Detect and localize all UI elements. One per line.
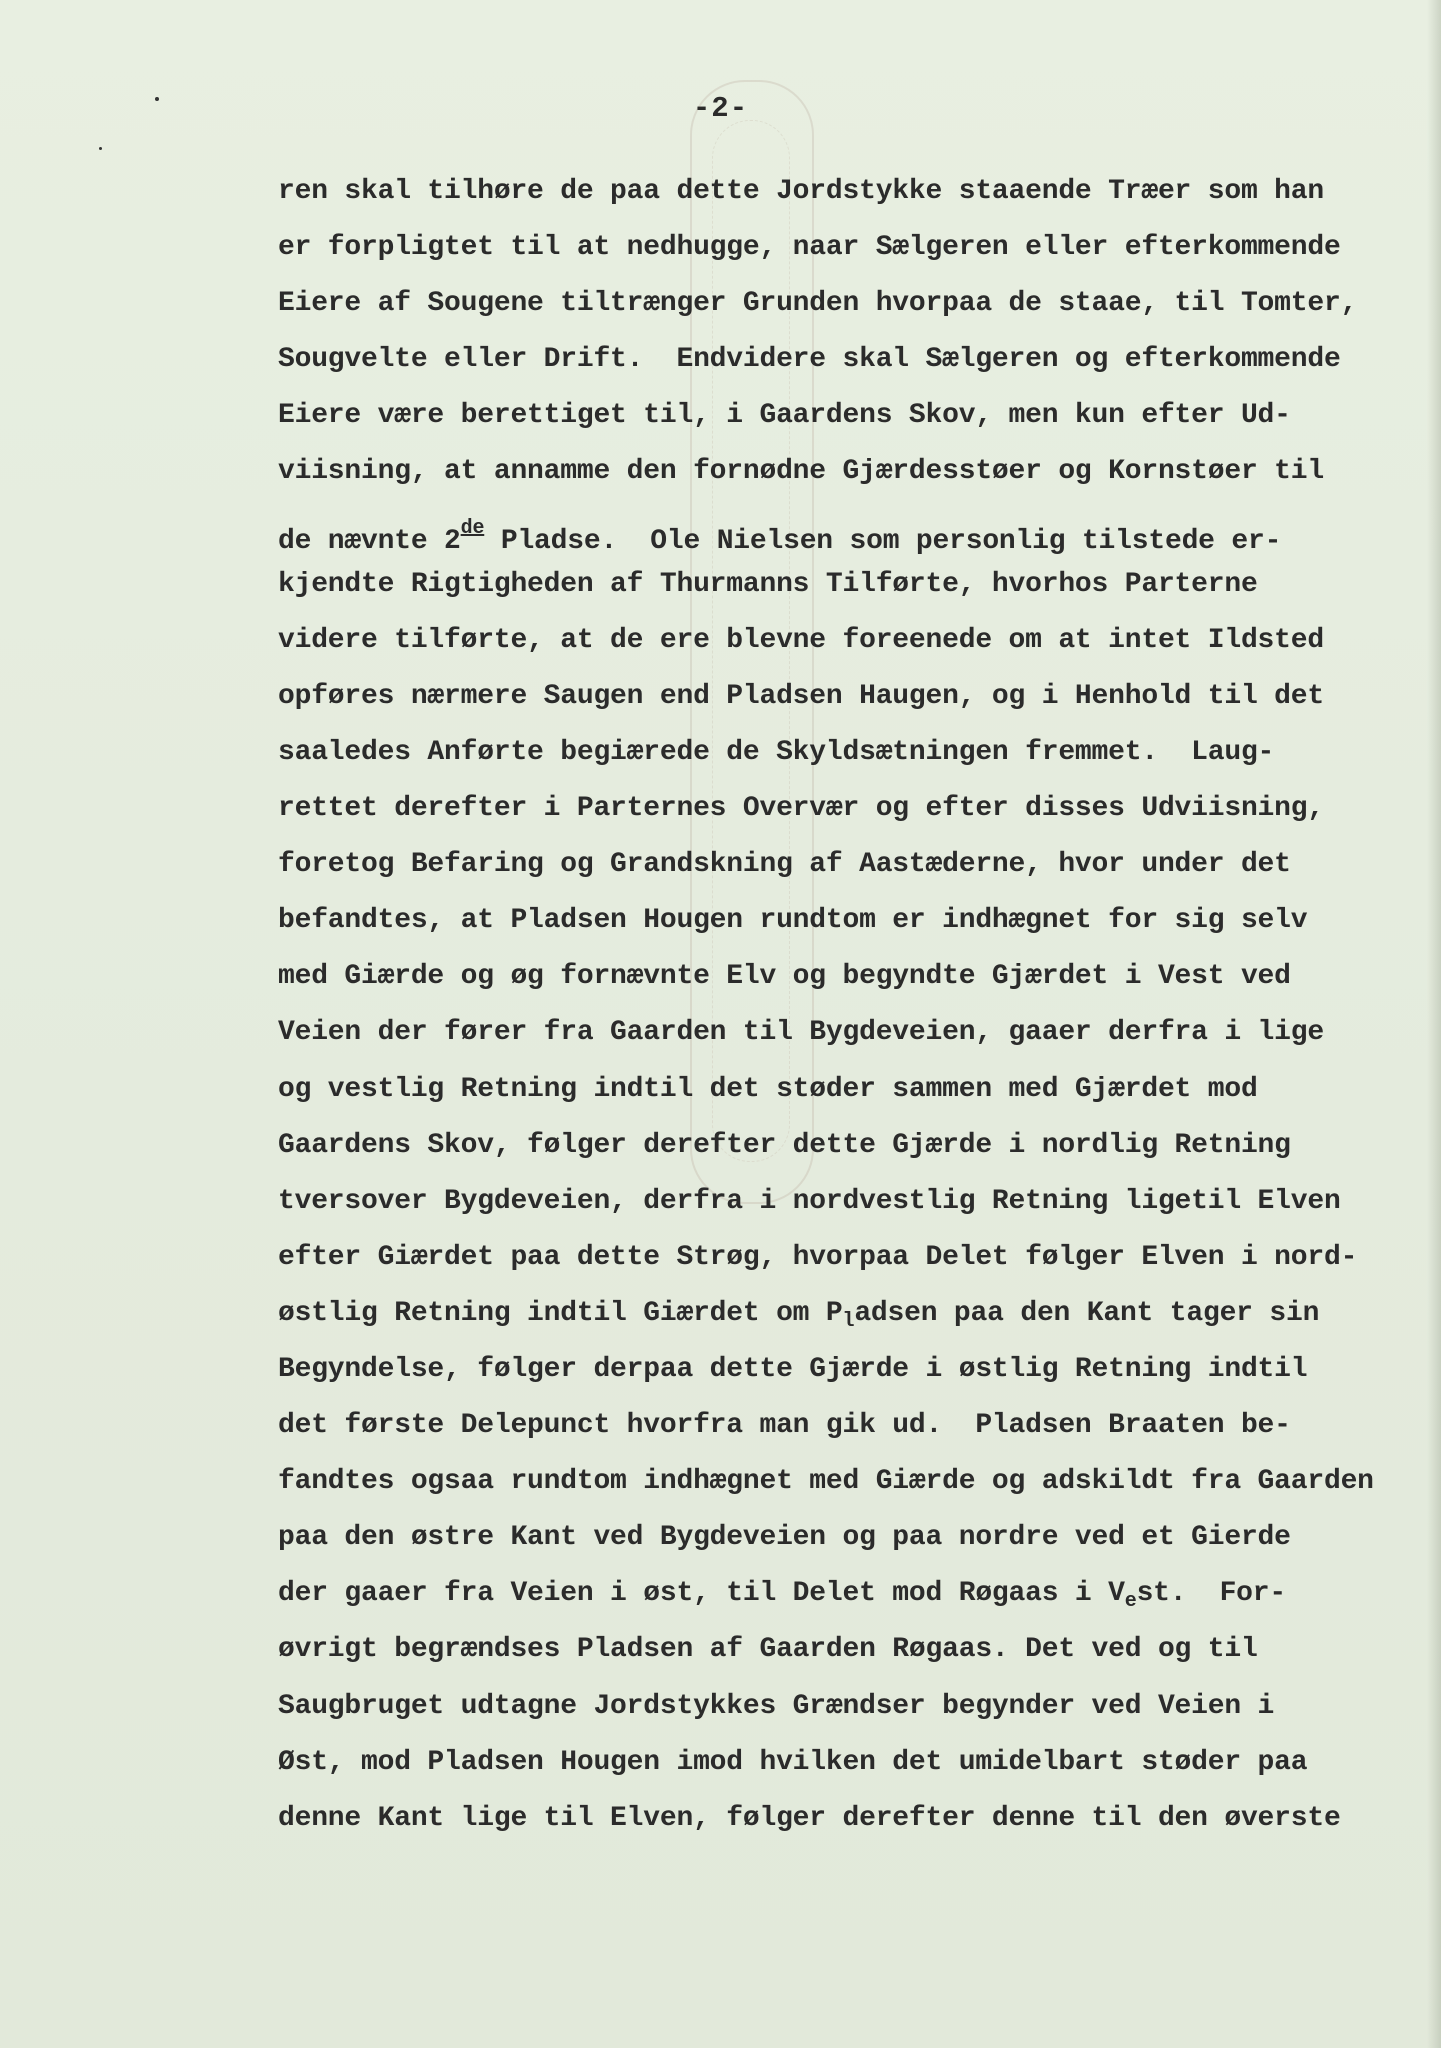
text-line-10: opføres nærmere Saugen end Pladsen Haugen, og i Henhold til det (278, 680, 1324, 712)
text-line-25: paa den østre Kant ved Bygdeveien og paa nordre ved et Gierde (278, 1522, 1291, 1554)
subscript-letter: e (1124, 1590, 1137, 1614)
typed-body-text (278, 164, 1388, 1847)
text-line-12: rettet derefter i Parternes Overvær og efter disses Udviisning, (278, 793, 1324, 825)
text-line-6: viisning, at annamme den fornødne Gjærdesstøer og Kornstøer til (278, 456, 1324, 488)
text-line-9: videre tilførte, at de ere blevne foreenede om at intet Ildsted (278, 624, 1324, 656)
text-line-20: efter Giærdet paa dette Strøg, hvorpaa Delet følger Elven i nord- (278, 1241, 1358, 1273)
text-line-8: kjendte Rigtigheden af Thurmanns Tilførte, hvorhos Parterne (278, 568, 1258, 600)
text-line-19: tversover Bygdeveien, derfra i nordvestlig Retning ligetil Elven (278, 1185, 1341, 1217)
page-edge-shadow (1427, 0, 1441, 2048)
text-line-15: med Giærde og øg fornævnte Elv og begyndte Gjærdet i Vest ved (278, 961, 1291, 993)
page-number: -2- (692, 92, 749, 125)
ink-speck (99, 147, 102, 150)
text-line-24: fandtes ogsaa rundtom indhægnet med Giærde og adskildt fra Gaarden (278, 1466, 1374, 1498)
text-line-18: Gaardens Skov, følger derefter dette Gjærde i nordlig Retning (278, 1129, 1291, 1161)
text-line-22: Begyndelse, følger derpaa dette Gjærde i østlig Retning indtil (278, 1353, 1308, 1385)
text-line-30: denne Kant lige til Elven, følger derefter denne til den øverste (278, 1802, 1341, 1834)
text-line-23: det første Delepunct hvorfra man gik ud. Pladsen Braaten be- (278, 1410, 1291, 1442)
text-line-11: saaledes Anførte begiærede de Skyldsætningen fremmet. Laug- (278, 736, 1275, 768)
text-line-5: Eiere være berettiget til, i Gaardens Skov, men kun efter Ud- (278, 400, 1291, 432)
text-line-26: der gaaer fra Veien i øst, til Delet mod Røgaas i $V_est$. For- (278, 1578, 1286, 1614)
subscript-letter: l (842, 1309, 855, 1333)
superscript-ordinal: de (460, 516, 485, 540)
text-line-1: ren skal tilhøre de paa dette Jordstykke staaende Træer som han (278, 176, 1324, 207)
text-line-21: østlig Retning indtil Giærdet om $P_ladsen$ paa den Kant tager sin (278, 1297, 1320, 1333)
text-line-29: Øst, mod Pladsen Hougen imod hvilken det umidelbart støder paa (278, 1746, 1308, 1778)
text-line-4: Sougvelte eller Drift. Endvidere skal Sælgeren og efterkommende (278, 344, 1341, 376)
text-line-2: er forpligtet til at nedhugge, naar Sælgeren eller efterkommende (278, 232, 1341, 264)
text-line-7: de nævnte 2de Pladse. Ole Nielsen som personlig tilstede er- (278, 516, 1282, 557)
text-line-17: og vestlig Retning indtil det støder sammen med Gjærdet mod (278, 1073, 1258, 1105)
text-line-14: befandtes, at Pladsen Hougen rundtom er indhægnet for sig selv (278, 905, 1308, 937)
text-line-28: Saugbruget udtagne Jordstykkes Grændser begynder ved Veien i (278, 1690, 1275, 1722)
text-line-16: Veien der fører fra Gaarden til Bygdeveien, gaaer derfra i lige (278, 1017, 1324, 1049)
text-line-3: Eiere af Sougene tiltrænger Grunden hvorpaa de staae, til Tomter, (278, 288, 1358, 320)
text-line-13: foretog Befaring og Grandskning af Aastæderne, hvor under det (278, 849, 1291, 881)
text-line-27: øvrigt begrændses Pladsen af Gaarden Røgaas. Det ved og til (278, 1634, 1258, 1666)
